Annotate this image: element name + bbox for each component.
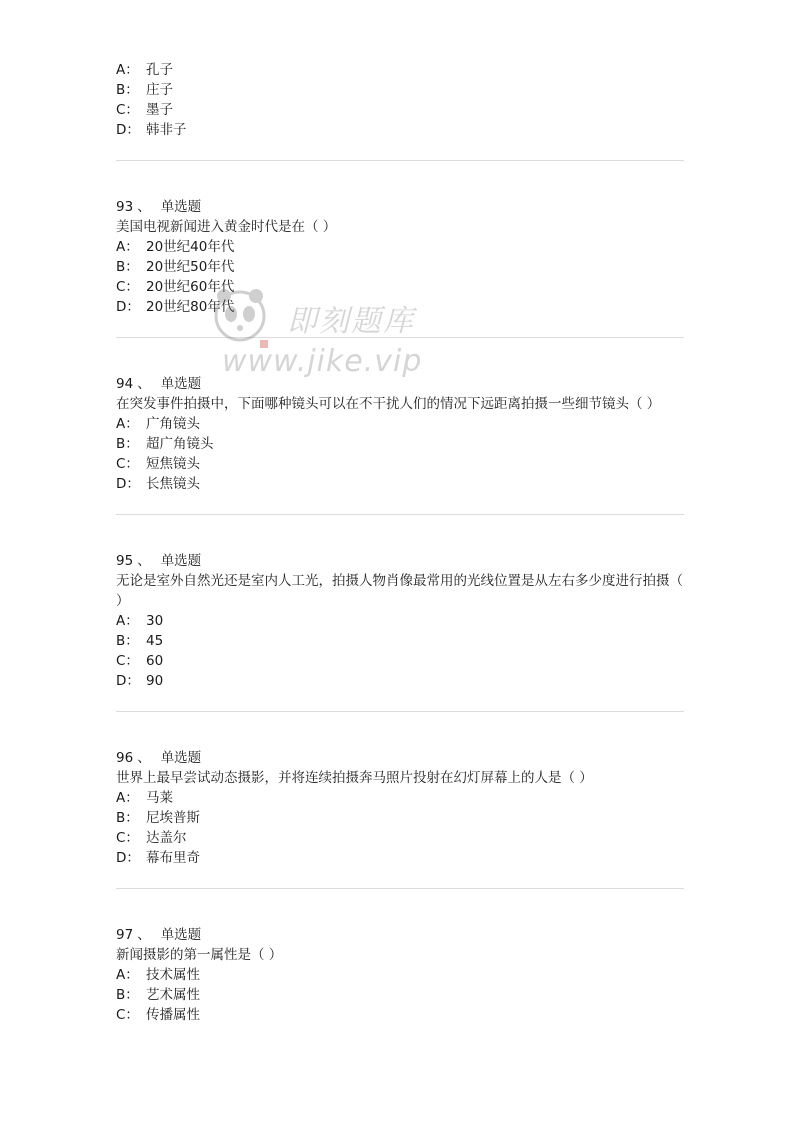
question-type: 单选题 <box>160 750 202 766</box>
option-b[interactable]: B： 超广角镜头 <box>116 436 214 452</box>
question-stem: 无论是室外自然光还是室内人工光，拍摄人物肖像最常用的光线位置是从左右多少度进行拍摄（ ） <box>116 573 683 609</box>
question-stem: 世界上最早尝试动态摄影，并将连续拍摄奔马照片投射在幻灯屏幕上的人是（ ） <box>116 770 593 786</box>
option-d[interactable]: D： 长焦镜头 <box>116 476 200 492</box>
option-d[interactable]: D： 幕布里奇 <box>116 850 200 866</box>
option-a[interactable]: A： 20世纪40年代 <box>116 239 235 255</box>
question-type: 单选题 <box>160 553 202 569</box>
option-b[interactable]: B： 45 <box>116 633 164 649</box>
question-97 <box>116 925 684 1025</box>
question-stem: 在突发事件拍摄中，下面哪种镜头可以在不干扰人们的情况下远距离拍摄一些细节镜头（ ） <box>116 396 661 412</box>
option-d[interactable]: D： 韩非子 <box>116 122 187 138</box>
option-a[interactable]: A： 技术属性 <box>116 967 200 983</box>
question-96 <box>116 748 684 868</box>
question-92 <box>116 60 684 140</box>
question-header: 96 、 单选题 <box>116 750 202 766</box>
option-a[interactable]: A： 孔子 <box>116 62 173 78</box>
question-header: 97 、 单选题 <box>116 927 202 943</box>
watermark-brand: 即刻题库 <box>287 304 415 339</box>
option-c[interactable]: C： 60 <box>116 653 164 669</box>
question-page <box>116 60 684 1025</box>
question-type: 单选题 <box>160 199 202 215</box>
option-c[interactable]: C： 20世纪60年代 <box>116 279 235 295</box>
option-b[interactable]: B： 庄子 <box>116 82 173 98</box>
option-d[interactable]: D： 20世纪80年代 <box>116 299 235 315</box>
option-b[interactable]: B： 艺术属性 <box>116 987 200 1003</box>
question-header: 94 、 单选题 <box>116 376 202 392</box>
question-stem: 新闻摄影的第一属性是（ ） <box>116 947 283 963</box>
option-a[interactable]: A： 30 <box>116 613 164 629</box>
option-c[interactable]: C： 墨子 <box>116 102 173 118</box>
question-type: 单选题 <box>160 927 202 943</box>
question-93 <box>116 197 684 317</box>
question-stem: 美国电视新闻进入黄金时代是在（ ） <box>116 219 337 235</box>
watermark-url: www.jike.vip <box>222 344 423 379</box>
question-95 <box>116 551 684 691</box>
option-c[interactable]: C： 达盖尔 <box>116 830 187 846</box>
question-header: 95 、 单选题 <box>116 553 202 569</box>
option-b[interactable]: B： 尼埃普斯 <box>116 810 200 826</box>
option-c[interactable]: C： 短焦镜头 <box>116 456 200 472</box>
question-94 <box>116 374 684 494</box>
question-type: 单选题 <box>160 376 202 392</box>
option-a[interactable]: A： 马莱 <box>116 790 173 806</box>
option-a[interactable]: A： 广角镜头 <box>116 416 200 432</box>
question-header: 93 、 单选题 <box>116 199 202 215</box>
option-d[interactable]: D： 90 <box>116 673 164 689</box>
option-b[interactable]: B： 20世纪50年代 <box>116 259 235 275</box>
option-c[interactable]: C： 传播属性 <box>116 1007 200 1023</box>
